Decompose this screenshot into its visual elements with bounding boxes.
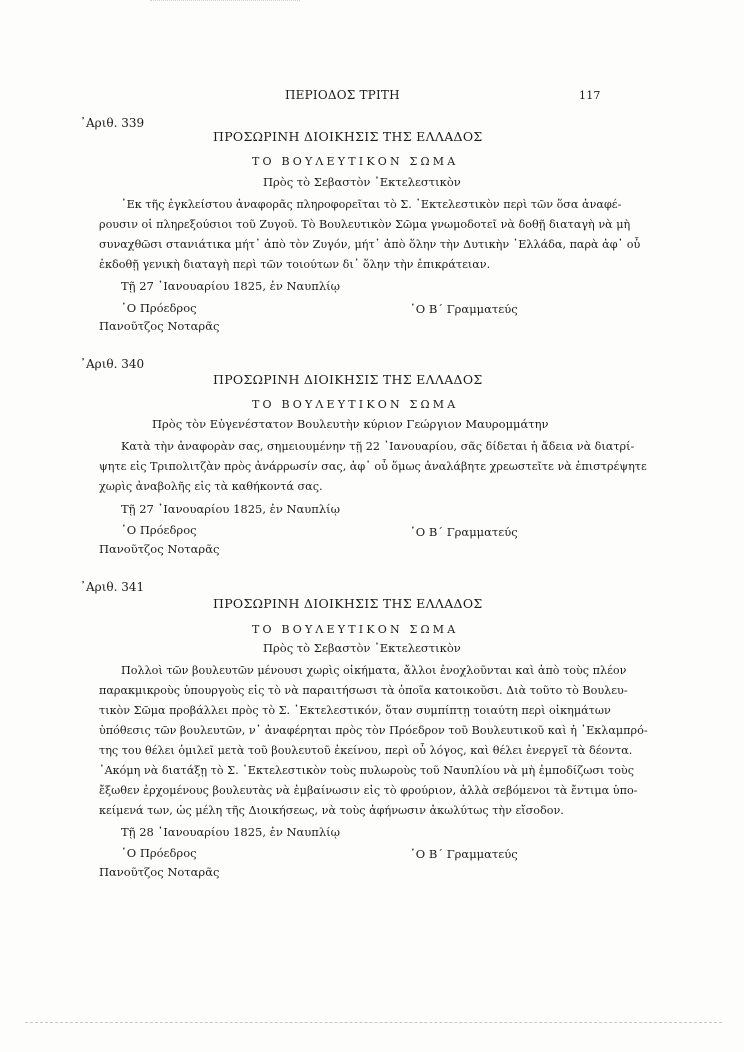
text-line: κείμενά των, ὡς μέλη τῆς Διοικήσεως, νὰ τοὺς ἀφήνωσιν ἀκωλύτως τὴν εἴσοδον.: [99, 804, 564, 817]
text-line: ὑπόθεσις τῶν βουλευτῶν, ν᾿ ἀναφέρηται πρὸς τὸν Πρόεδρον τοῦ Βουλευτικοῦ καὶ ἡ ᾿Εκλαμπρό-: [99, 724, 648, 737]
text-line: ᾿Εκ τῆς ἐγκλείστου ἀναφορᾶς πληροφορεῖται τὸ Σ. ᾿Εκτελεστικὸν περὶ τῶν ὅσα ἀναφέ-: [121, 198, 622, 211]
secretary-title: ῾Ο Β΄ Γραμματεύς: [410, 525, 518, 539]
secretary-title: ῾Ο Β΄ Γραμματεύς: [410, 302, 518, 316]
entry-date: Τῇ 28 ᾿Ιανουαρίου 1825, ἐν Ναυπλίῳ: [121, 825, 341, 839]
text-line: ρουσιν οἱ πληρεξούσιοι τοῦ Ζυγοῦ. Τὸ Βουλευτικὸν Σῶμα γνωμοδοτεῖ νὰ δοθῇ διαταγὴ νὰ μὴ: [99, 218, 631, 231]
entry-addressee: Πρὸς τὸν Εὐγενέστατον Βουλευτὴν κύριον Γεώργιον Μαυρομμάτην: [152, 417, 549, 431]
page-fold-line: [25, 1022, 722, 1024]
text-line: ᾿Ακόμη νὰ διατάξῃ τὸ Σ. ᾿Εκτελεστικὸν τοὺς πυλωροὺς τοῦ Ναυπλίου νὰ μὴ ἐμποδίζωσι τοὺς: [99, 764, 634, 777]
president-title: ῾Ο Πρόεδρος: [121, 301, 197, 315]
text-line: συναχθῶσι στανιάτικα μήτ᾿ ἀπὸ τὸν Ζυγόν, μήτ᾿ ἀπὸ ὅλην τὴν Δυτικὴν ᾿Ελλάδα, παρὰ ἀφ᾿ οὗ: [99, 238, 641, 251]
president-name: Πανοῦτζος Νοταρᾶς: [99, 319, 220, 333]
entry-authority: ΠΡΟΣΩΡΙΝΗ ΔΙΟΙΚΗΣΙΣ ΤΗΣ ΕΛΛΑΔΟΣ: [213, 596, 483, 611]
entry-authority: ΠΡΟΣΩΡΙΝΗ ΔΙΟΙΚΗΣΙΣ ΤΗΣ ΕΛΛΑΔΟΣ: [213, 372, 483, 387]
entry-addressee: Πρὸς τὸ Σεβαστὸν ᾿Εκτελεστικὸν: [263, 641, 461, 655]
entry-date: Τῇ 27 ᾿Ιανουαρίου 1825, ἐν Ναυπλίῳ: [121, 279, 341, 293]
text-line: της του θέλει ὁμιλεῖ μετὰ τοῦ βουλευτοῦ ἐκείνου, περὶ οὗ λόγος, καὶ θέλει ἐνεργεῖ τὰ δέοντα.: [99, 744, 633, 757]
running-title: ΠΕΡΙΟΔΟΣ ΤΡΙΤΗ: [285, 88, 400, 102]
text-line: Πολλοὶ τῶν βουλευτῶν μένουσι χωρὶς οἰκήματα, ἄλλοι ἐνοχλοῦνται καὶ ἀπὸ τοὺς πλέον: [121, 664, 627, 677]
page-number: 117: [579, 89, 601, 102]
text-line: ψητε εἰς Τριπολιτζὰν πρὸς ἀνάρρωσίν σας, ἀφ᾿ οὗ ὅμως ἀναλάβητε χρεωστεῖτε νὰ ἐπιστρέψητε: [99, 460, 647, 473]
text-line: χωρὶς ἀναβολῆς εἰς τὰ καθήκοντά σας.: [99, 480, 323, 493]
entry-date: Τῇ 27 ᾿Ιανουαρίου 1825, ἐν Ναυπλίῳ: [121, 502, 341, 516]
text-line: ἔξωθεν ἐρχομένους βουλευτὰς νὰ ἐμβαίνωσιν εἰς τὸ φρούριον, ἀλλὰ σεβόμενοι τὰ ἔντιμα ὑπο-: [99, 784, 638, 797]
entry-body-label: ΤΟ ΒΟΥΛΕΥΤΙΚΟΝ ΣΩΜΑ: [252, 155, 459, 168]
president-title: ῾Ο Πρόεδρος: [121, 523, 197, 537]
president-name: Πανοῦτζος Νοταρᾶς: [99, 865, 220, 879]
secretary-title: ῾Ο Β΄ Γραμματεύς: [410, 847, 518, 861]
text-line: παρακμικροὺς ὑπουργοὺς εἰς τὸ νὰ παραιτήσωσι τὰ ὁποῖα κατοικοῦσι. Διὰ τοῦτο τὸ Βουλευ-: [99, 684, 628, 697]
entry-number: ᾿Αριθ. 339: [80, 116, 145, 130]
president-title: ῾Ο Πρόεδρος: [121, 846, 197, 860]
entry-addressee: Πρὸς τὸ Σεβαστὸν ᾿Εκτελεστικὸν: [263, 175, 461, 189]
entry-body-label: ΤΟ ΒΟΥΛΕΥΤΙΚΟΝ ΣΩΜΑ: [252, 398, 459, 411]
scan-top-mark: [150, 0, 300, 4]
text-line: Κατὰ τὴν ἀναφορὰν σας, σημειουμένην τῇ 22 ᾿Ιανουαρίου, σᾶς δίδεται ἡ ἄδεια νὰ διατρί-: [121, 440, 635, 453]
text-line: τικὸν Σῶμα προβάλλει πρὸς τὸ Σ. ᾿Εκτελεστικόν, ὅταν συμπίπτῃ τοιαύτη περὶ οἰκημάτων: [99, 704, 611, 717]
entry-body-label: ΤΟ ΒΟΥΛΕΥΤΙΚΟΝ ΣΩΜΑ: [252, 623, 459, 636]
entry-authority: ΠΡΟΣΩΡΙΝΗ ΔΙΟΙΚΗΣΙΣ ΤΗΣ ΕΛΛΑΔΟΣ: [213, 129, 483, 144]
entry-number: ᾿Αριθ. 340: [80, 357, 145, 371]
entry-number: ᾿Αριθ. 341: [80, 580, 145, 594]
text-line: ἐκδοθῇ γενικὴ διαταγὴ περὶ τῶν τοιούτων δι᾿ ὅλην τὴν ἐπικράτειαν.: [99, 258, 491, 271]
president-name: Πανοῦτζος Νοταρᾶς: [99, 542, 220, 556]
